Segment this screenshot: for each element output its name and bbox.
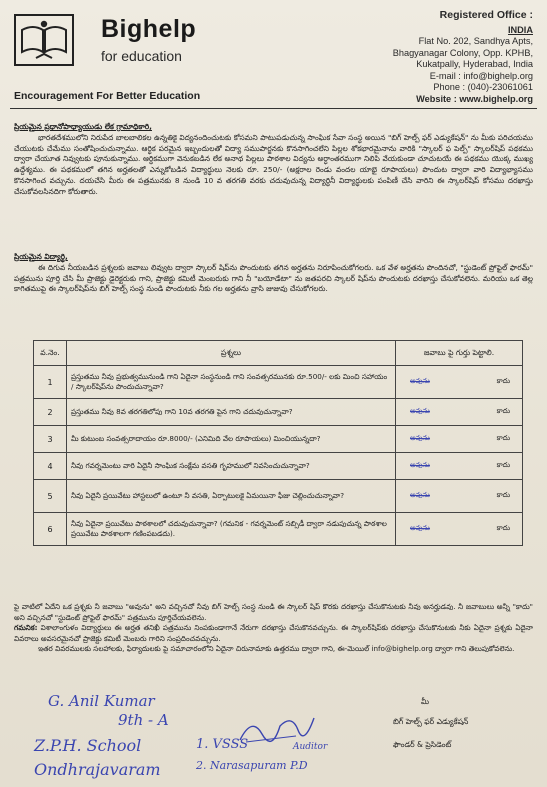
table-row <box>34 426 523 453</box>
signature-scribble-icon <box>236 712 316 746</box>
footer-notes <box>14 602 533 655</box>
instructions-paragraph: ఈ దిగువ నీయబడిన ప్రశ్నలకు జవాబు లివ్వుట ద్వారా స్కాలర్ షిప్‌ను పొందుటకు తగిన అర్హతను నిరూపించుకోగలరు. ఒక వేళ అర్హతను పొందినచో, "స్టుడెంట్ ప్రోఫైల్ ఫారమ్" పత్రమును పూర్తి చేసి మీ ప్రాజెక్టు డైరెక్టరుకు గాని, ప్రాజెక్టు కమిటీ మెంబరుకు గాని నీ "బయోడేటా" ను జతపరచి స్కాలర్ షిప్‌ను పొందుటకు దరఖాస్తు చేసుకోవలెను. మరియు ఒక తెల్ల కాగితముపై ఈ స్కాలర్‌షిప్‌ను బిగ్ హెల్ప్ సంస్థ నుండి పొందుటకు నీకు గల అర్హతను వ్రాసి జుజువు చేసుకోగలరు. <box>14 262 533 294</box>
handwritten-class: 9th - A <box>118 711 169 729</box>
answer-no[interactable]: కాదు <box>496 434 510 442</box>
answer-cell[interactable] <box>396 513 523 546</box>
answer-no[interactable]: కాదు <box>496 377 510 385</box>
answer-cell[interactable] <box>396 480 523 513</box>
brand-name: Bighelp <box>101 15 197 43</box>
question-text: ప్రస్తుతము నీవు 8వ తరగతిలోపు గాని 10వ తరగతి పైన గాని చదువుచున్నావా? <box>67 399 396 426</box>
office-title: Registered Office : <box>439 9 533 21</box>
answer-options <box>400 377 518 387</box>
answer-yes-struck[interactable]: అవును <box>410 491 430 499</box>
answer-yes-struck[interactable]: అవును <box>410 407 430 415</box>
handwritten-list-item: 1. VSSS <box>196 737 249 752</box>
answer-no[interactable]: కాదు <box>496 491 510 499</box>
answer-options <box>400 434 518 444</box>
table-row <box>34 399 523 426</box>
office-phone: Phone : (040)-23061061 <box>433 82 533 92</box>
address-line: Flat No. 202, Sandhya Apts, <box>418 36 533 46</box>
answer-yes-struck[interactable]: అవును <box>410 434 430 442</box>
answer-no[interactable]: కాదు <box>496 524 510 532</box>
table-row <box>34 366 523 399</box>
note-block <box>14 623 533 644</box>
office-address <box>393 10 533 105</box>
address-line: Bhagyanagar Colony, Opp. KPHB, <box>392 47 533 58</box>
table-row <box>34 480 523 513</box>
table-row <box>34 513 523 546</box>
note-text: విశాలాంగుళం విద్యార్థులు ఈ అర్హత తనిఖీ పత్రమును నింపకుండాగానే నేరుగా దరఖాస్తు చేసుకొనవచ్చును. ఈ స్కాలర్‌షిప్‌కు దరఖాస్తు చేసుకొనుటకు నీకు ఏదైనా ప్రశ్నకు ఏదైనా వివరాలు అవసరమైనచో ప్రాజెక్టు కమిటీ మెంబరు గారిని సంప్రదించవచ్చును. <box>14 623 533 643</box>
closing-word: మీ <box>421 697 430 706</box>
answer-cell[interactable] <box>396 399 523 426</box>
answer-options <box>400 407 518 417</box>
signatory-title: ఫౌండర్ & ప్రెసిడెంట్ <box>393 740 452 749</box>
address-line: Kukatpally, Hyderabad, India <box>416 59 533 69</box>
row-number: 3 <box>34 426 67 453</box>
answer-options <box>400 524 518 534</box>
row-number: 1 <box>34 366 67 399</box>
office-email: E-mail : info@bighelp.org <box>429 70 533 81</box>
answer-cell[interactable] <box>396 453 523 480</box>
answer-cell[interactable] <box>396 426 523 453</box>
salutation-headmaster: ప్రియమైన ప్రధానోపాధ్యాయుడు లేక గ్రామాధికారి, <box>14 122 152 131</box>
answer-no[interactable]: కాదు <box>496 407 510 415</box>
question-text: నీవు ఏదైనా ప్రయివేటు పాఠశాలలో చదువుచున్నావా? (గమనిక - గవర్నమెంట్ సబ్సిడీ ద్వారా నడుపుచున్న పాఠశాల ప్రయివేటు పాఠశాలగా గణింపబడదు). <box>67 513 396 546</box>
row-number: 5 <box>34 480 67 513</box>
column-header-number: వ.నెం. <box>34 341 67 366</box>
row-number: 2 <box>34 399 67 426</box>
question-text: మీ కుటుంబ సంవత్సరాదాయం రూ.8000/- (ఎనిమిది వేల రూపాయలు) మించియున్నదా? <box>67 426 396 453</box>
question-text: ప్రస్తుతము నీవు ప్రభుత్వమునుండి గాని ఏదైనా సంస్థనుండి గాని సంవత్సరమునకు రూ.500/- లకు మించి సహాయం / స్కాలర్‌షిప్‌ను పొందుచున్నావా? <box>67 366 396 399</box>
organization-name: బిగ్ హెల్ప్ ఫర్ ఎడ్యుకేషన్ <box>393 717 469 726</box>
row-number: 6 <box>34 513 67 546</box>
answer-yes-struck[interactable]: అవును <box>410 377 430 385</box>
answer-options <box>400 461 518 471</box>
column-header-question: ప్రశ్నలు <box>67 341 396 366</box>
answer-options <box>400 491 518 501</box>
column-header-answer: జవాబు పై గుర్తు పెట్టాలి. <box>396 341 523 366</box>
letter-body-2 <box>14 252 533 295</box>
contact-note: ఇతర వివరములకు సలహాలకు, ఫిర్యాదులకు పై సమాచారంలోని ఏదైనా చిరునామాకు ఉత్తరము ద్వారా గాని, ఈ-మెయిల్ info@bighelp.org ద్వారా గాని తెలుపుకోవలెను. <box>38 644 515 654</box>
letter-body-1 <box>14 122 533 198</box>
header-divider <box>10 108 537 109</box>
brand-subtitle: for education <box>101 48 182 64</box>
intro-paragraph: భారతదేశములోని నిరుపేద బాలబాలికల ఉన్నతికై విద్యనందించుటకు కోసమని పాటుపడుచున్న సాంఘిక సేవా సంస్థ అయిన "బిగ్ హెల్ప్ ఫర్ ఎడ్యుకేషన్" ను మీకు పరిచయము చేయుటకు చేమేము సంతోషించుచున్నాము. ఆర్థిక పరమైన ఇబ్బందులతో విద్యా సముపార్జనకు కొనసాగించలేని పిల్లల శోకభారమైనాను వారికి "స్కాలర్ ఫ పెల్ప్" స్కాలర్‌షిప్ పథకము ద్వారా చేయూత నివ్వుటకు పూనుకున్నాము. ఆర్థికముగా వెనుకబడిన లేక అనాథ పిల్లలు పాఠశాల విద్యను అర్ధాంతరముగా నిలిపి వేయకుండా చూచుటయే ఈ పథకము యొక్క ముఖ్య ఉద్దేశ్యము. ఈ పథకములో తగిన అర్హతలతో ఎన్నుకోబడిన విద్యార్థులు నెలకు రూ. 250/- (అక్షరాల రెండు వందల యాభై రూపాయలు) పొందుట ద్వారా వారి విద్యాభ్యాసము కొనసాగించ వచ్చును. దయచేసి మీరు ఈ పత్రమునకు 8 నుండి 10 వ తరగతి వరకు చదువుచున్న విద్యార్థినీ విద్యార్థులకు పంపిణీ చేసి వారిని ఈ స్కాలర్‌షిప్ కోసము దరఖాస్తు చేసుకోవలసినదిగా కోరుతారు. <box>14 132 533 196</box>
eligibility-table <box>33 340 523 546</box>
office-website: Website : www.bighelp.org <box>416 93 533 104</box>
answer-no[interactable]: కాదు <box>496 461 510 469</box>
handwritten-student-name: G. Anil Kumar <box>48 692 155 710</box>
question-text: నీవు ఏదైనీ ప్రయివేటు హాస్టలులో ఉంటూ నీ వసతి, ఏర్పాటులకై ఏమయినా ఫీజు చెల్లించుచున్నావా? <box>67 480 396 513</box>
tagline: Encouragement For Better Education <box>14 90 201 102</box>
table-header-row <box>34 341 523 366</box>
note-label: గమనిక: <box>14 623 38 633</box>
handwritten-list-item: 2. Narasapuram P.D <box>196 759 308 772</box>
signature-block <box>393 697 543 737</box>
handwritten-school: Z.P.H. School <box>34 736 142 755</box>
office-country: INDIA <box>507 24 533 35</box>
handwritten-auditor-note: Auditor <box>293 742 328 752</box>
book-logo-icon <box>14 14 74 66</box>
row-number: 4 <box>34 453 67 480</box>
answer-yes-struck[interactable]: అవును <box>410 461 430 469</box>
question-text: నీవు గవర్నమెంటు వారి ఏదైనీ సాంఘిక సంక్షేమ వసతి గృహములో నివసించుచున్నావా? <box>67 453 396 480</box>
salutation-student: ప్రియమైన విద్యార్థి, <box>14 252 68 261</box>
handwritten-village: Ondhrajavaram <box>34 760 161 779</box>
answer-cell[interactable] <box>396 366 523 399</box>
table-row <box>34 453 523 480</box>
eligibility-note: పై వాటిలో ఏదేని ఒక ప్రశ్నకు నీ జవాబు "అవును" అని వచ్చినచో నీవు బిగ్ హెల్ప్ సంస్థ నుండి ఈ స్కాలర్ షిప్ కొరకు దరఖాస్తు చేసుకొనుటకు నీవు అనర్హుడవు. నీ జవాబులు అన్నీ "కాదు" అని వచ్చినచో "స్టుడెంట్ ప్రోఫైల్ ఫారమ్" పత్రమును పూర్తిచేయవలెను. <box>14 602 533 622</box>
answer-yes-struck[interactable]: అవును <box>410 524 430 532</box>
